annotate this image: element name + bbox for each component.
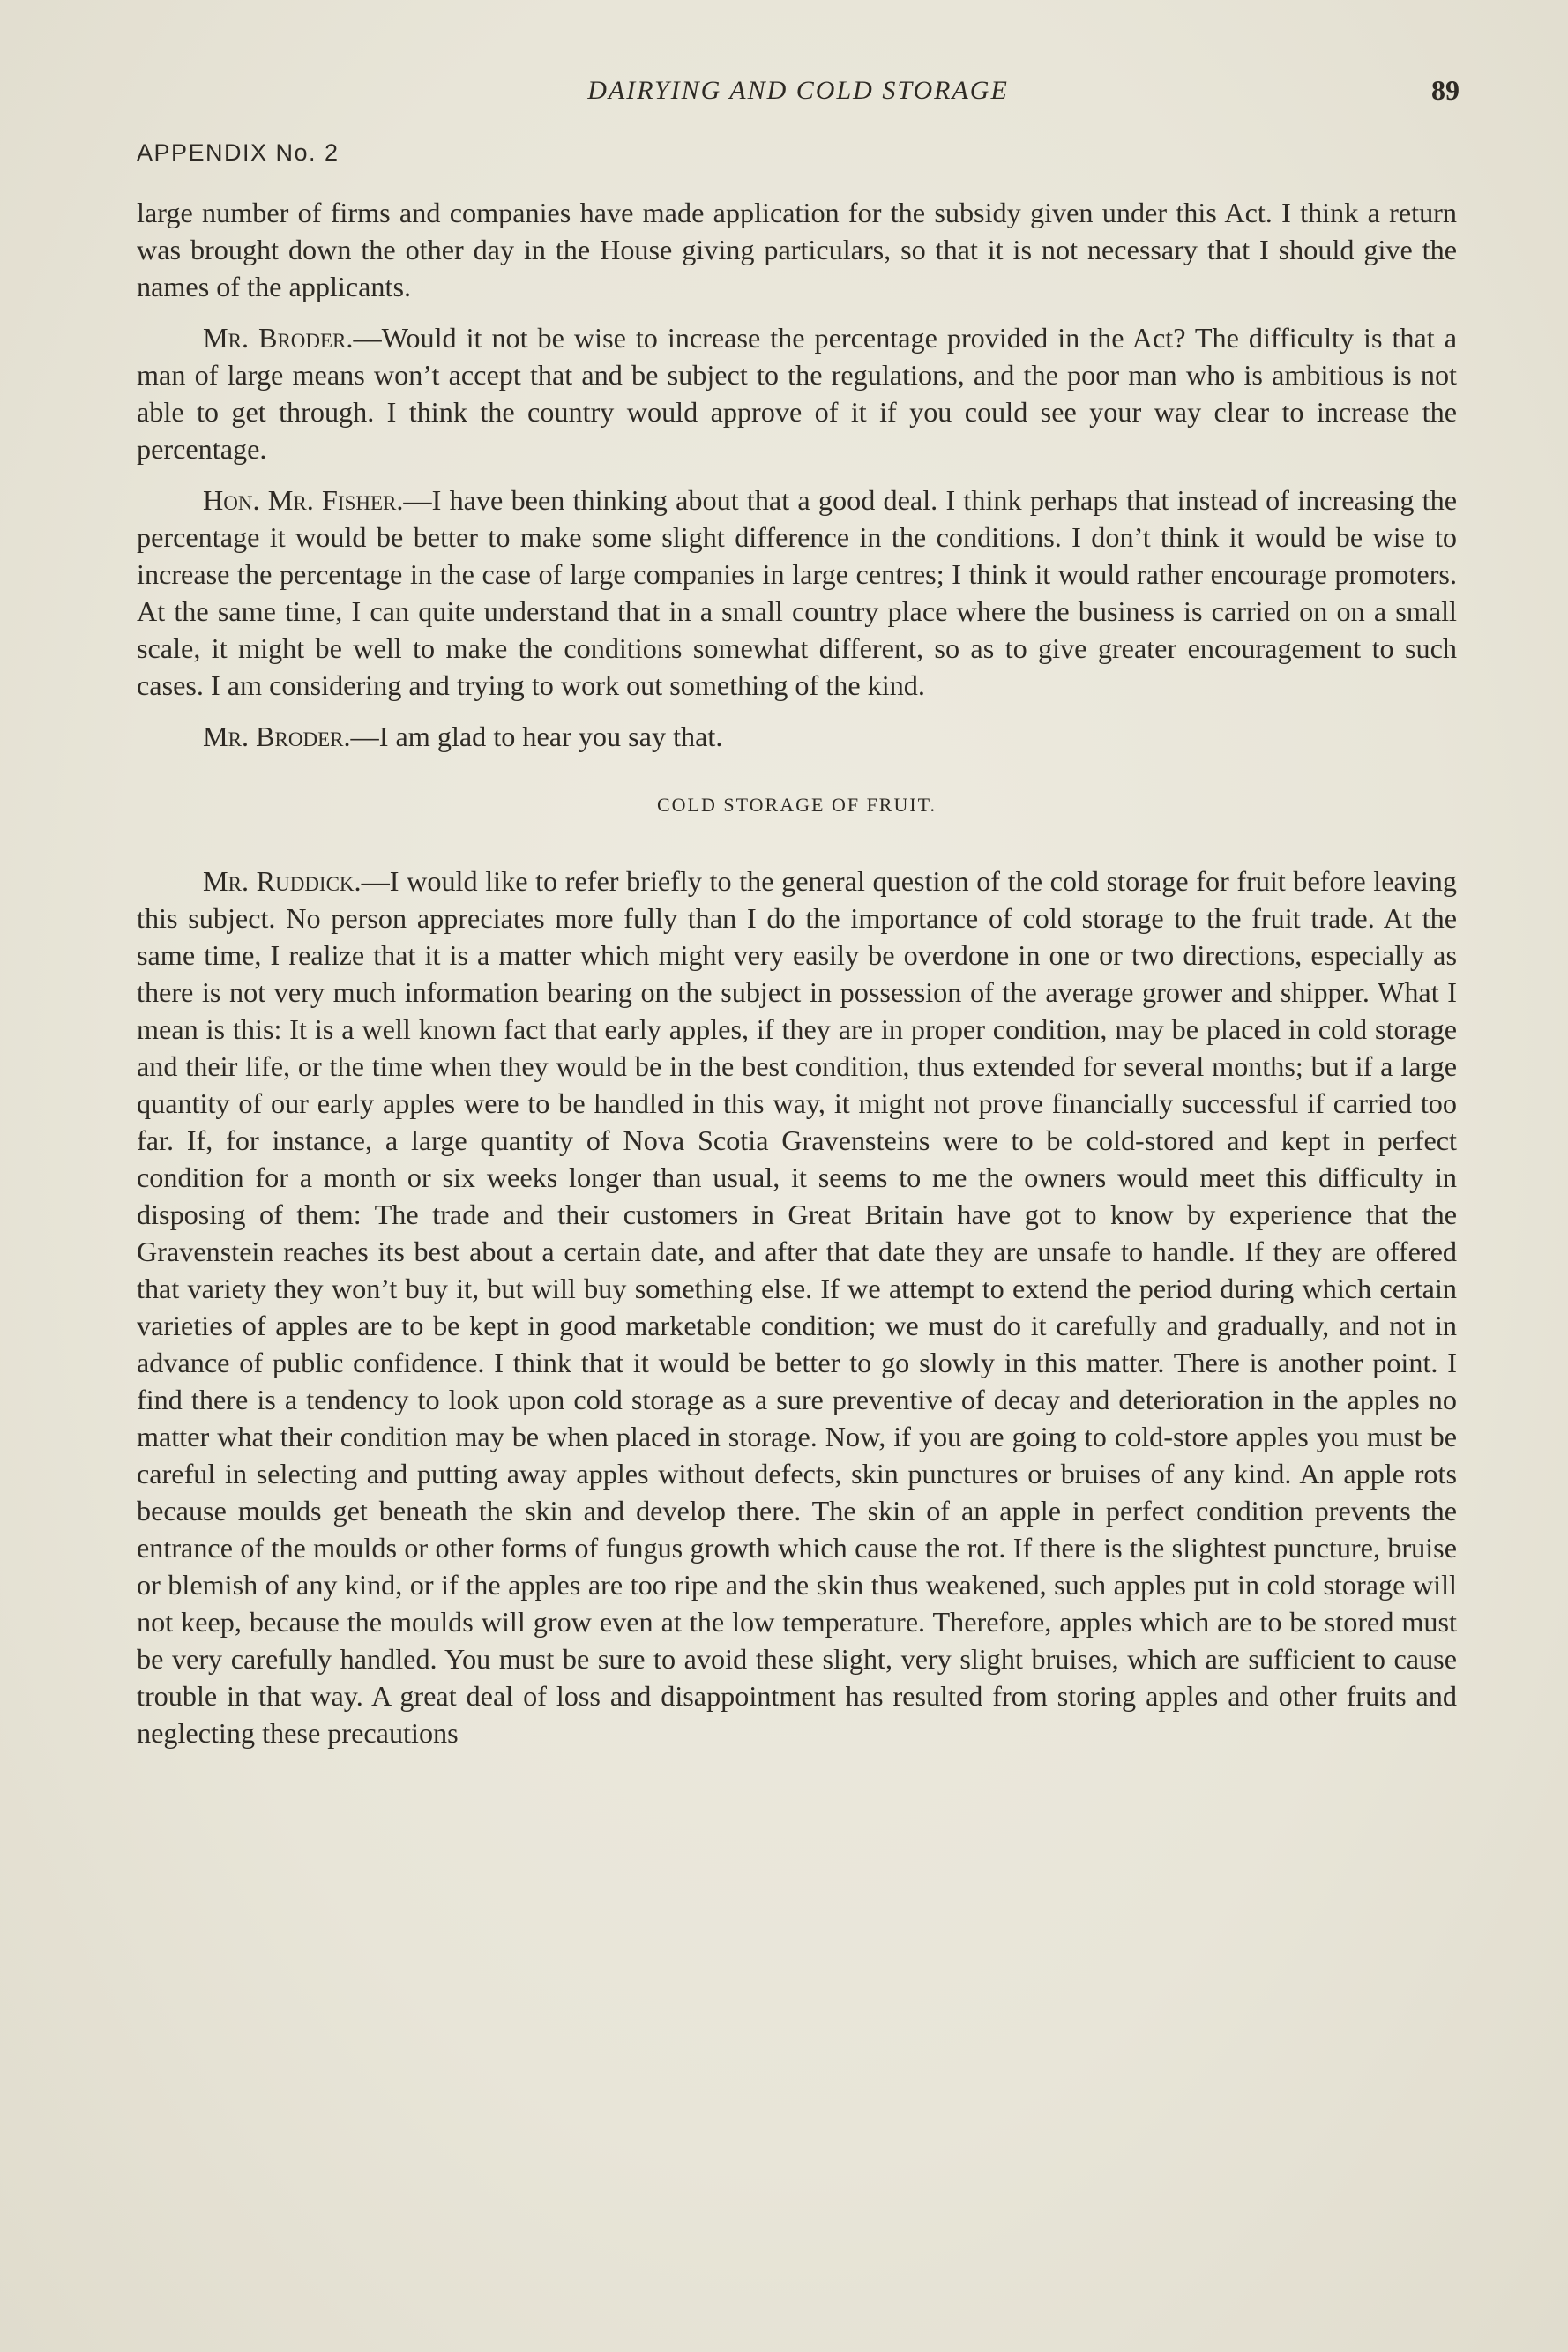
paragraph-text: —I am glad to hear you say that.: [350, 721, 723, 752]
paragraph-text: —I would like to refer briefly to the general question of the cold storage for fruit before leaving this subject. No person appreciates more fully than I do the importance of cold storage to the fruit trade. At the same time, I realize that it is a matter which might very easily be overdone in one or two directions, especially as there is not very much information bearing on the subject in possession of the average grower and shipper. What I mean is this: It is a well known fact that early apples, if they are in proper condition, may be placed in cold storage and their life, or the time when they would be in the best condition, thus extended for several months; but if a large quantity of our early apples were to be handled in this way, it might not prove financially successful if carried too far. If, for instance, a large quantity of Nova Scotia Gravensteins were to be cold-stored and kept in perfect condition for a month or six weeks longer than usual, it seems to me the owners would meet this difficulty in disposing of them: The trade and their customers in Great Britain have got to know by experience that the Gravenstein reaches its best about a certain date, and after that date they are unsafe to handle. If they are offered that variety they won’t buy it, but will buy something else. If we attempt to extend the period during which certain varieties of apples are to be kept in good marketable condition; we must do it carefully and gradually, and not in advance of public confidence. I think that it would be better to go slowly in this matter. There is another point. I find there is a tendency to look upon cold storage as a sure preventive of decay and deterioration in the apples no matter what their condition may be when placed in storage. Now, if you are going to cold-store apples you must be careful in selecting and putting away apples without defects, skin punctures or bruises of any kind. An apple rots because moulds get beneath the skin and develop there. The skin of an apple in perfect condition prevents the entrance of the moulds or other forms of fungus growth which cause the rot. If there is the slightest puncture, bruise or blemish of any kind, or if the apples are too ripe and the skin thus weakened, such apples put in cold storage will not keep, because the moulds will grow even at the low temperature. Therefore, apples which are to be stored must be very carefully handled. You must be sure to avoid these slight, very slight bruises, which are sufficient to cause trouble in that way. A great deal of loss and disappointment has resulted from storing apples and other fruits and neglecting these precautions: [137, 865, 1457, 1749]
section-heading: COLD STORAGE OF FRUIT.: [657, 794, 937, 816]
running-title: DAIRYING AND COLD STORAGE: [587, 76, 1009, 105]
paragraph-text: —Would it not be wise to increase the percentage provided in the Act? The difficulty is that a man of large means won’t accept that and be subject to the regulations, and the poor man who is ambitious is not able to get through. I think the country would approve of it if you could see your way clear to increase the percentage.: [137, 322, 1457, 465]
paragraph-broder-2: [137, 718, 1457, 755]
paragraph-ruddick: [137, 862, 1457, 1751]
speaker-name: Mr. Ruddick.: [203, 865, 362, 897]
body-text: [137, 194, 1457, 1766]
speaker-name: Mr. Broder.: [203, 322, 354, 354]
running-head: [137, 72, 1460, 116]
paragraph-fisher: [137, 482, 1457, 704]
speaker-name: Hon. Mr. Fisher.: [203, 484, 404, 516]
appendix-label: APPENDIX No. 2: [137, 139, 340, 166]
paragraph-text: large number of firms and companies have made application for the subsidy given under this Act. I think a return was brought down the other day in the House giving particulars, so that it is not necessary that I should give the names of the applicants.: [137, 197, 1457, 302]
paragraph-continuation: [137, 194, 1457, 305]
paragraph-text: —I have been thinking about that a good deal. I think perhaps that instead of increasing the percentage it would be better to make some slight difference in the conditions. I don’t think it would be wise to increase the percentage in the case of large companies in large centres; I think it would rather encourage promoters. At the same time, I can quite understand that in a small country place where the business is carried on on a small scale, it might be well to make the conditions somewhat different, so as to give greater encouragement to such cases. I am considering and trying to work out something of the kind.: [137, 484, 1457, 701]
speaker-name: Mr. Broder.: [203, 721, 351, 752]
paragraph-broder-1: [137, 319, 1457, 467]
page-number: 89: [1431, 74, 1460, 106]
